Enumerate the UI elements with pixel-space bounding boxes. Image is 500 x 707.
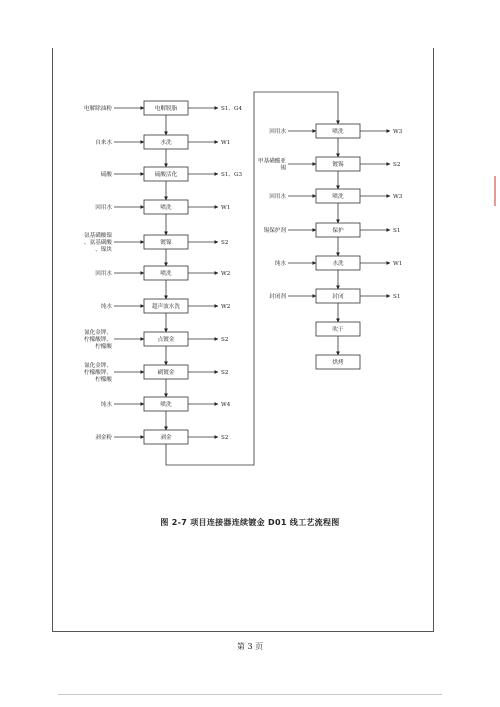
process-step-label: 喷洗 (160, 271, 172, 277)
process-step-label: 喷洗 (160, 205, 172, 211)
process-step-label: 喷洗 (332, 194, 344, 200)
emission-label: W2 (221, 271, 231, 277)
bottom-rule (58, 694, 442, 695)
input-material-label: 回用水 (269, 194, 286, 200)
input-material-label: 锡 (280, 165, 286, 172)
process-step-label: 喷洗 (332, 129, 344, 135)
emission-label: W1 (393, 261, 403, 267)
emission-label: W1 (221, 205, 231, 211)
input-material-label: 电解除油粉 (84, 106, 112, 112)
process-step-label: 镀锡 (332, 162, 344, 168)
emission-label: W2 (221, 304, 231, 310)
column-connector (166, 92, 338, 465)
input-material-label: 纯水 (100, 304, 112, 310)
input-material-label: 柠檬酸钾、 (84, 337, 112, 343)
input-material-label: 锡保护剂 (263, 228, 286, 234)
input-material-label: 甲基磺酸亚 (258, 158, 286, 165)
input-material-label: 纯水 (100, 402, 112, 408)
process-step-label: 水洗 (160, 140, 172, 146)
input-material-label: 回用水 (95, 205, 112, 211)
emission-label: S2 (221, 240, 229, 246)
input-material-label: 硫酸 (100, 172, 112, 178)
left-column-flow (84, 101, 242, 444)
process-step-label: 保护 (332, 228, 344, 234)
process-step-label: 水洗 (332, 261, 344, 267)
process-step-label: 喷洗 (160, 402, 172, 408)
emission-label: S2 (221, 435, 229, 441)
input-material-label: 氰化金钾、 (84, 363, 112, 369)
process-step-label: 剥金 (160, 435, 172, 441)
input-material-label: 回用水 (269, 129, 286, 135)
input-material-label: 氨基磺酸镍 (84, 233, 112, 239)
emission-label: W3 (393, 194, 403, 200)
process-step-label: 硫酸活化 (154, 172, 178, 178)
input-material-label: 柠檬酸 (95, 344, 112, 350)
input-material-label: 柠檬酸钾、 (84, 370, 112, 376)
process-step-label: 烘烤 (332, 360, 344, 366)
emission-label: S1 (393, 228, 401, 234)
input-material-label: 封闭剂 (269, 294, 286, 300)
edge-mark (494, 176, 496, 206)
process-step-label: 电解脱脂 (154, 106, 178, 112)
process-step-label: 封闭 (332, 294, 344, 300)
input-material-label: 自来水 (95, 140, 112, 146)
emission-label: W1 (221, 140, 231, 146)
emission-label: S1 (393, 294, 401, 300)
process-step-label: 刷镀金 (157, 370, 175, 376)
process-step-label: 点镀金 (157, 337, 175, 343)
emission-label: S1、G3 (221, 172, 243, 178)
page-number: 第 3 页 (236, 642, 264, 651)
input-material-label: 回用水 (95, 271, 112, 277)
process-step-label: 镀镍 (160, 240, 172, 246)
right-column-flow (258, 124, 403, 369)
input-material-label: 氰化金钾、 (84, 330, 112, 336)
process-step-label: 超声波水洗 (152, 304, 180, 310)
emission-label: W3 (393, 129, 403, 135)
process-step-label: 吹干 (332, 327, 344, 333)
input-material-label: 、氨基磺酸 (84, 240, 112, 246)
figure-caption: 图 2-7 项目连接器连续镀金 D01 线工艺流程图 (160, 518, 340, 527)
input-material-label: 柠檬酸 (95, 377, 112, 383)
emission-label: S2 (221, 337, 229, 343)
emission-label: S2 (393, 162, 401, 168)
input-material-label: 纯水 (274, 261, 286, 267)
input-material-label: 、镍块 (95, 247, 112, 253)
input-material-label: 剥金粉 (95, 435, 112, 441)
emission-label: S2 (221, 370, 229, 376)
emission-label: S1、G4 (221, 106, 243, 112)
column-link-arrow (166, 92, 338, 465)
emission-label: W4 (221, 402, 231, 408)
